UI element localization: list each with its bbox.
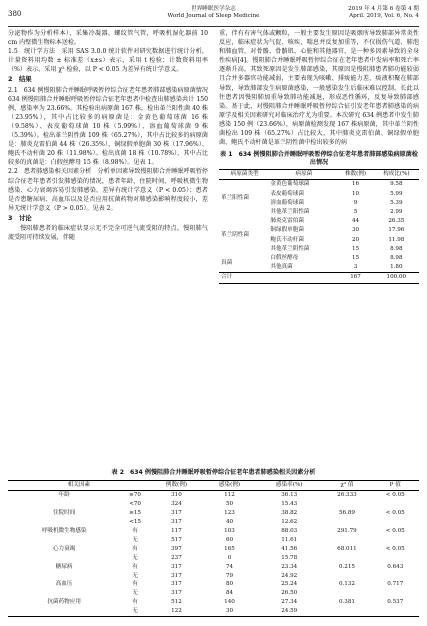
table2-header-cell: 感染(例): [203, 481, 256, 491]
table1-percent-cell: 5.99: [390, 190, 403, 197]
table2-row: [8, 554, 419, 563]
issue-date: [348, 6, 419, 20]
table1-organism-cell: 鲍氏不动杆菌: [270, 236, 304, 243]
right-column: [219, 29, 419, 284]
table2-p-cell: 0.537: [387, 599, 404, 606]
table1-percent-cell: 11.98: [388, 236, 405, 243]
table2-n-cell: 237: [171, 554, 182, 561]
table2-level-cell: 无: [132, 590, 138, 597]
table2-chi-cell: [322, 607, 371, 616]
table1-organism-cell: 其他革兰阳性菌: [270, 209, 310, 216]
table2-chi-cell: 0.132: [338, 581, 355, 588]
table1-percent-cell: 26.35: [388, 218, 405, 225]
table1-title: 表 1 634 例慢阻肺合并睡眠呼吸暂停综合征老年患者肺部感染病原菌检出情况: [220, 151, 418, 167]
table2-inf-cell: 112: [224, 491, 235, 498]
table2-rate-cell: 26.50: [281, 590, 298, 597]
table2-chi-cell: 0.381: [338, 599, 355, 606]
table2-row: [8, 589, 419, 598]
table1: [219, 169, 419, 283]
table2-factor-cell: 糖尿病: [55, 563, 73, 570]
table2-p-cell: < 0.05: [385, 509, 405, 516]
table2-header-cell: 例数(例): [150, 481, 203, 491]
table2-row: [8, 580, 419, 589]
journal-name-en: World Journal of Sleep Medicine: [167, 13, 260, 20]
table2-factor-cell: 心力衰竭: [52, 545, 76, 552]
table2-inf-cell: 80: [225, 581, 234, 588]
table2-level-cell: 无: [132, 536, 138, 543]
table2-row: [8, 545, 419, 554]
table1-count-cell: 20: [351, 236, 360, 243]
table2-inf-cell: 79: [225, 572, 234, 579]
table2-block: [8, 469, 419, 617]
table2-header-row: [8, 481, 419, 491]
table2-level-cell: ≥70: [129, 491, 141, 498]
table2-inf-cell: 165: [224, 545, 235, 552]
table2-chi-cell: 56.89: [338, 509, 355, 516]
table2-row: [8, 572, 419, 581]
table1-percent-cell: 2.99: [390, 209, 403, 216]
table1-organism-cell: 溶血葡萄球菌: [270, 199, 304, 206]
table2-p-cell: < 0.05: [385, 527, 405, 534]
table2-title: 表 2 634 例慢阻肺合并睡眠呼吸暂停综合征老年患者肺感染相关因素分析: [111, 469, 316, 476]
table2-rate-cell: 15.43: [281, 500, 298, 507]
table2-factor-cell: [8, 500, 120, 509]
table1-total-percent: 100.00: [374, 273, 419, 283]
table2-p-cell: [372, 536, 420, 545]
table2-p-cell: 0.643: [387, 563, 404, 570]
table1-percent-cell: 17.96: [388, 227, 405, 234]
table1-percent-cell: 1.80: [390, 264, 403, 271]
table1-count-cell: 9: [353, 199, 358, 206]
table2-n-cell: 317: [171, 518, 182, 525]
results-2-1-paragraph: 2.1 634 例慢阻肺合并睡眠呼吸暂停综合征老年患者肺部感染病原菌情况 634 例慢阻肺合并睡眠呼吸暂停综合征老年患者中检查出肺感染共计 150 例，感染率为 23.66%。其检验出病原菌 167 株，检出革兰阳性菌 40 株（23.95%），其中占比较多的病原菌是：金黄色葡萄球菌 16 株（9.58%）、表皮葡萄球菌 10 株（5.99%）、溶血葡萄球菌 9 株（5.39%）。检出革兰阴性菌 109 株（65.27%），其中占比较多的病原菌是：肺炎克雷伯菌 44 株（26.35%）、铜绿假单胞菌 30 株（17.96%）、鲍氏不动杆菌 20 株（11.98%）。检出真菌 18 株（10.78%），其中占比较多的真菌是：白假丝酵母 15 株（8.98%）。见表 1。: [8, 86, 215, 167]
table2-chi-cell: 68.011: [337, 545, 357, 552]
discussion-paragraph: 慢阻肺患者的临床症状显示无不完全可逆气流受阻的特点。慢阻肺气流受阻可持续发展，伴随: [8, 224, 208, 242]
table2-inf-cell: 40: [225, 518, 234, 525]
table2-inf-cell: 50: [225, 500, 234, 507]
running-header: [8, 4, 419, 27]
table2-level-cell: 有: [132, 563, 138, 570]
table2-inf-cell: 140: [224, 599, 235, 606]
table2-row: [8, 536, 419, 545]
table2-chi-cell: [322, 536, 371, 545]
table2-n-cell: 317: [171, 509, 182, 516]
table2-header-cell: 相关因素: [8, 481, 150, 491]
table2-inf-cell: 123: [224, 509, 235, 516]
left-column: [8, 29, 215, 242]
table2-p-cell: < 0.05: [385, 545, 405, 552]
table1-row: [219, 254, 419, 263]
table2-level-cell: 有: [132, 599, 138, 606]
issue-date-cn: 2019 年 4 月第 6 卷第 4 期: [348, 6, 419, 12]
table1-count-cell: 30: [351, 227, 360, 234]
table2-row: [8, 607, 419, 616]
table1-organism-cell: 其他革兰阴性菌: [270, 245, 310, 252]
table2-level-cell: <15: [129, 518, 141, 525]
table2-n-cell: 324: [171, 500, 182, 507]
table1-organism-cell: 金黄色葡萄球菌: [270, 181, 310, 188]
table2-inf-cell: 74: [225, 563, 234, 570]
table2-p-cell: [372, 607, 420, 616]
table1-count-cell: 16: [351, 181, 360, 188]
table2-p-cell: [372, 518, 420, 527]
table2-row: [8, 490, 419, 499]
table2-factor-cell: 抗菌药物应用: [47, 599, 81, 606]
table1-total-label: 合计: [219, 273, 270, 283]
table2-level-cell: ≥15: [129, 509, 141, 516]
table1-header-cell: 构成比(%): [374, 170, 419, 180]
table2-level-cell: 无: [120, 607, 150, 616]
table2-n-cell: 512: [171, 599, 182, 606]
table2-header-cell: P 值: [372, 481, 420, 491]
page-number: 380: [8, 10, 22, 18]
table2-p-cell: [372, 500, 420, 509]
table1-count-cell: 44: [351, 218, 360, 225]
table1-type-cell: 革兰阳性菌: [221, 195, 249, 202]
table2-p-cell: 0.717: [387, 581, 404, 588]
table1-type-cell: 革兰阴性菌: [221, 232, 249, 239]
table2-n-cell: 117: [171, 527, 182, 534]
table2-chi-cell: [322, 572, 371, 581]
table2-p-cell: < 0.05: [385, 491, 405, 498]
table2-factor-cell: [8, 554, 120, 563]
table2-rate-cell: 11.61: [281, 536, 298, 543]
table2-rate-cell: 24.92: [281, 572, 298, 579]
table2-p-cell: [372, 572, 420, 581]
table2-level-cell: 有: [132, 527, 138, 534]
table2-rate-cell: 36.13: [281, 491, 298, 498]
table2-rate-cell: 23.34: [281, 563, 298, 570]
table1-organism-cell: 肺炎克雷伯菌: [270, 218, 304, 225]
table2-row: [8, 598, 419, 607]
table2-n-cell: 317: [171, 590, 182, 597]
table2-inf-cell: 84: [225, 590, 234, 597]
table2-header-cell: χ² 值: [322, 481, 371, 491]
table2-n-cell: 317: [171, 563, 182, 570]
table2-level-cell: 无: [132, 572, 138, 579]
table1-organism-cell: 白假丝酵母: [270, 255, 299, 262]
table2-chi-cell: [322, 554, 371, 563]
table2-factor-cell: [8, 572, 120, 581]
table2-factor-cell: [8, 607, 120, 616]
table2-inf-cell: 103: [224, 527, 235, 534]
table1-total-count: 167: [337, 273, 373, 283]
table2-n-cell: 397: [171, 545, 182, 552]
table2-chi-cell: [322, 500, 371, 509]
table2-level-cell: 无: [132, 554, 138, 561]
table2-rate-cell: 41.56: [281, 545, 298, 552]
table2-chi-cell: 291.79: [337, 527, 357, 534]
table1-row: [219, 217, 419, 226]
table1-count-cell: 15: [351, 245, 360, 252]
table2-rate-cell: 12.62: [281, 518, 298, 525]
table1-percent-cell: 5.39: [390, 199, 403, 206]
table2-row: [8, 518, 419, 527]
table1-organism-cell: 其他真菌: [270, 264, 293, 271]
table2-chi-cell: [322, 518, 371, 527]
methods-paragraph: 分泌物作为分析样本），采集冷凝器、螺纹管气管，呼吸机湿化器前 10 cm 内壁微生物标本送检。: [8, 30, 208, 47]
table2-factor-cell: [8, 518, 120, 527]
table1-row: [219, 180, 419, 190]
table2-chi-cell: 26.333: [337, 491, 357, 498]
discussion-continued-paragraph: 重，伴有有害气体或颗粒，一般主要发生原因是吸烟所导致肺部异常炎性反应，临床症状为气促、咳疾、喘息并反复加重等，不仅损伤气道、肺泡和肺血管，对骨骼、骨骼肌、心脏和其他器官，是一种多因素导致的全身性疾病[4]。慢阻肺合并睡眠呼吸暂停综合征在老年患者中发病率和死亡率逐渐升高，其致死原因是发生肺部感染，其原因是慢阻肺患者肺功能较弱且合并多器官功能减弱，主要表现为咳嗽、排痰能力差，痰液积聚在肺部导致，导致肺部发生病原菌感染，一般感染发生后临床难以控制。长此以往患者因慢阻肺加重导致肺功能减退，形成恶性循环，反复导致肺部感染。基于此，对慢阻肺合并睡眠呼吸暂停综合征引发老年患者肺感染的病原学及相关因素研究对临床治疗尤为重要。本次研究 634 例患者中发生肺感染 150 例（23.66%），病原菌检测发现 167 株病原菌，其中革兰阴性菌检出 109 株（65.27%）占比较大，其中肺炎克雷伯菌、铜绿假单胞菌、鲍氏不动杆菌是革兰阴性菌中检出较多的病: [219, 30, 419, 147]
table2-level-cell: 有: [132, 545, 138, 552]
table2-inf-cell: 0: [227, 554, 232, 561]
table2-factor-cell: [8, 589, 120, 598]
table2-factor-cell: [8, 536, 120, 545]
table2-chi-cell: 0.215: [338, 563, 355, 570]
table2-factor-cell: 高血压: [55, 581, 73, 588]
table1-total-row: [219, 273, 419, 283]
table1-count-cell: 15: [351, 255, 360, 262]
table2-level-cell: <70: [129, 500, 141, 507]
table2-rate-cell: 15.78: [281, 554, 298, 561]
table2-chi-cell: [322, 589, 371, 598]
table2-row: [8, 509, 419, 518]
table1-percent-cell: 9.58: [390, 181, 403, 188]
table2-row: [8, 500, 419, 509]
table2-inf-cell: 30: [203, 607, 256, 616]
table2-rate-cell: 27.34: [281, 599, 298, 606]
journal-name-cn: 世界睡眠医学杂志: [191, 6, 236, 12]
table2-n-cell: 122: [150, 607, 203, 616]
table1-count-cell: 10: [351, 190, 360, 197]
statistics-paragraph: 1.5 统计学方法 采用 SAS 3.0.0 统计软件对研究数据进行统计分析，计量资料用均数 ± 标准差（x±s）表示，采用 t 检验；计数资料用率（%）表示，采用 χ² 检验，以 P < 0.05 为差异有统计学意义。: [8, 48, 208, 74]
table1-percent-cell: 8.98: [390, 255, 403, 262]
table2-p-cell: [372, 554, 420, 563]
table2-inf-cell: 60: [225, 536, 234, 543]
table1-header-row: [219, 170, 419, 180]
table1-header-cell: 病原菌类型: [219, 170, 270, 180]
table2-factor-cell: 住院时间: [52, 509, 76, 516]
table2-rate-cell: 25.24: [281, 581, 298, 588]
table1-type-cell: 真菌: [221, 259, 233, 266]
results-2-2-paragraph: 2.2 患者肺感染相关因素分析 分析单因素导致慢阻肺合并睡眠呼吸暂停综合征老年患者引发肺感染的情况，患者年龄、住院时间、呼吸机微生物感染、心力衰竭容易引发肺感染，差异有统计学意义（P < 0.05）；患者是否患糖尿病、高血压以及是否应用抗菌药物对肺感染影响程度较小，差异无统计学意义（P > 0.05）。见表 2。: [8, 168, 208, 212]
table2-factor-cell: 呼吸机微生物感染: [41, 527, 87, 534]
table1-header-cell: 株数(例): [337, 170, 373, 180]
table2-p-cell: [372, 589, 420, 598]
table2-row: [8, 527, 419, 536]
table2: [8, 480, 419, 617]
table2-n-cell: 517: [171, 536, 182, 543]
table2-n-cell: 317: [171, 572, 182, 579]
table1-count-cell: 5: [353, 209, 358, 216]
table2-rate-cell: 88.03: [281, 527, 298, 534]
table1-count-cell: 3: [353, 264, 358, 271]
table2-n-cell: 310: [171, 491, 182, 498]
table2-factor-cell: 年龄: [58, 491, 70, 498]
table2-rate-cell: 38.82: [281, 509, 298, 516]
table2-level-cell: 有: [132, 581, 138, 588]
table2-rate-cell: 24.59: [256, 607, 322, 616]
table2-n-cell: 317: [171, 581, 182, 588]
table2-header-cell: 感染率(%): [256, 481, 322, 491]
issue-date-en: April. 2019, Vol. 6, No. 4: [349, 13, 419, 20]
discussion-heading: 3 讨论: [8, 213, 32, 222]
table2-row: [8, 563, 419, 572]
table1-organism-cell: 铜绿假单胞菌: [270, 227, 304, 234]
table1-organism-cell: 表皮葡萄球菌: [270, 190, 304, 197]
results-heading: 2 结果: [8, 75, 32, 84]
table1-percent-cell: 8.98: [390, 245, 403, 252]
table1-header-cell: 病原菌: [270, 170, 337, 180]
